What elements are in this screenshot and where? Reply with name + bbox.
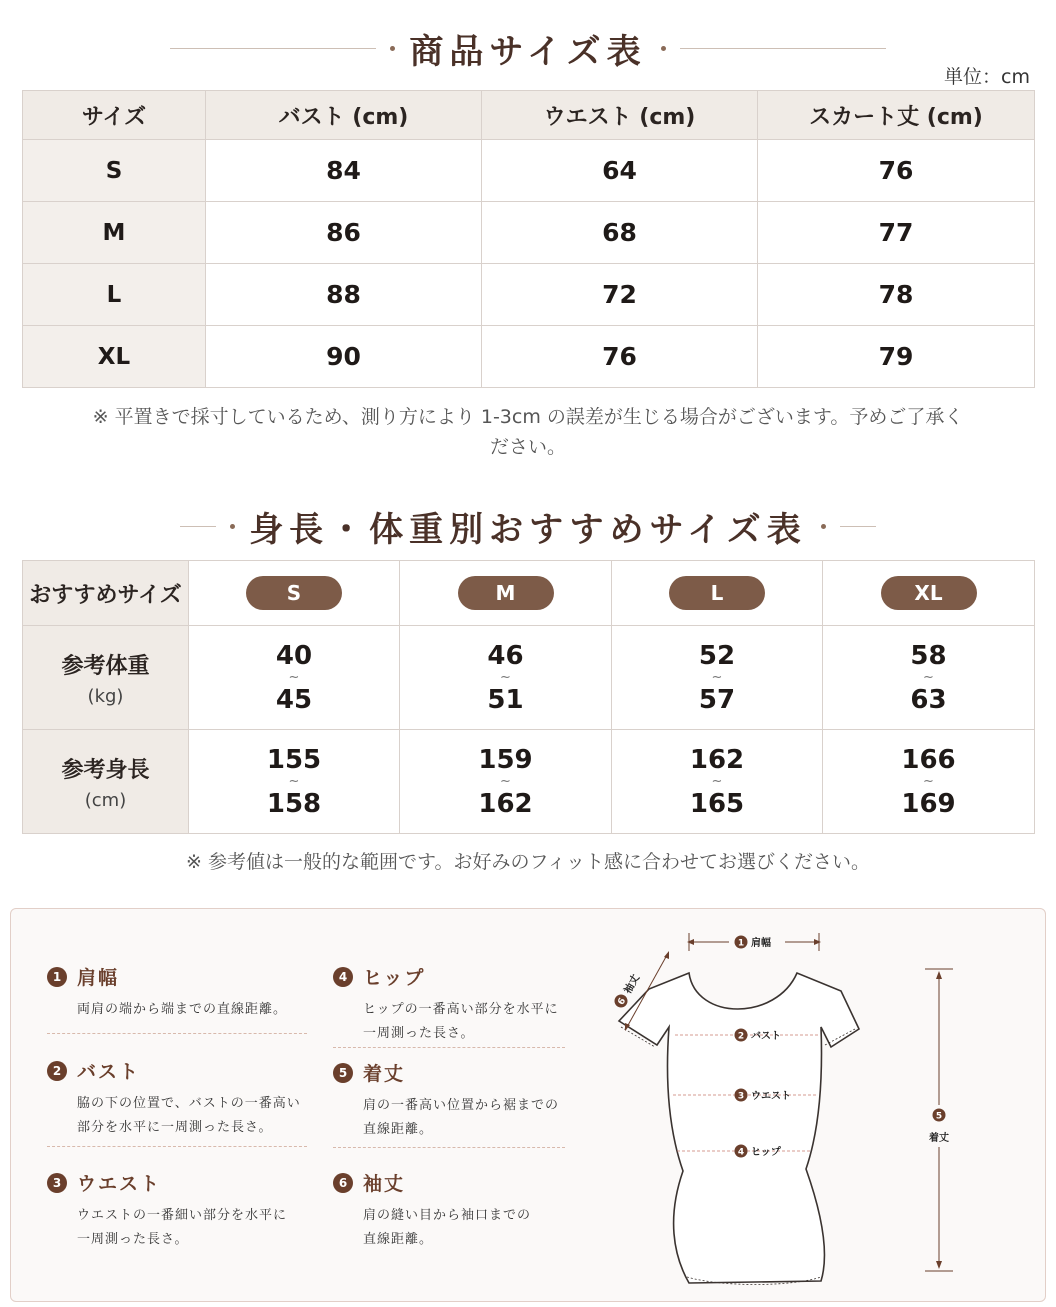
skirt-length-cell: 77	[758, 202, 1035, 264]
dress-measurement-figure	[601, 921, 981, 1293]
guide-title: バスト	[77, 1061, 141, 1083]
guide-desc-line: 脇の下の位置で、バストの一番高い	[77, 1096, 301, 1111]
range-max: 45	[275, 684, 313, 715]
guide-desc	[77, 998, 307, 1022]
size-cell: L	[23, 264, 206, 326]
size-chart-note-line1: ※ 平置きで採寸しているため、測り方により 1-3cm の誤差が生じる場合がございます。予めご了承く	[92, 406, 964, 428]
recommend-size-label	[23, 561, 189, 626]
guide-title: 袖丈	[363, 1173, 406, 1195]
table-row	[23, 140, 1035, 202]
guide-item-length	[333, 1059, 593, 1142]
range-sep: ~	[288, 669, 300, 685]
size-chart-note	[40, 402, 1016, 462]
range-min: 46	[487, 640, 524, 671]
size-chart-title: 商品サイズ表	[409, 32, 647, 72]
size-cell: M	[23, 202, 206, 264]
bust-cell: 84	[206, 140, 482, 202]
guide-desc-line: 両肩の端から端までの直線距離。	[77, 1002, 288, 1017]
guide-desc-line: 直線距離。	[363, 1122, 434, 1137]
skirt-length-cell: 76	[758, 140, 1035, 202]
guide-desc	[363, 1204, 593, 1252]
guide-title: 肩幅	[77, 967, 120, 989]
range-min: 166	[901, 744, 956, 775]
figure-label-shoulder: 肩幅	[751, 938, 771, 949]
heading-dot-right	[821, 524, 826, 529]
guide-desc-line: 一周測った長さ。	[77, 1232, 189, 1247]
dress-outline	[619, 973, 859, 1283]
range-sep: ~	[288, 773, 300, 789]
heading-line-left	[170, 48, 376, 49]
figure-badge: 5	[935, 1111, 943, 1122]
range-max: 165	[689, 788, 745, 819]
number-badge: 5	[333, 1063, 353, 1083]
table-row	[23, 264, 1035, 326]
recommend-chart-note: ※ 参考値は一般的な範囲です。お好みのフィット感に合わせてお選びください。	[186, 851, 870, 873]
size-table	[22, 90, 1035, 388]
guide-title: ウエスト	[77, 1173, 162, 1195]
recommend-size-label-text: おすすめサイズ	[29, 582, 182, 608]
height-range-cell	[400, 730, 612, 834]
recommend-chart-heading	[0, 502, 1056, 551]
range-min: 162	[689, 744, 745, 775]
guide-desc	[363, 998, 593, 1046]
guide-desc-line: 部分を水平に一周測った長さ。	[77, 1120, 273, 1135]
guide-divider	[333, 1147, 565, 1148]
heading-dot-right	[661, 46, 666, 51]
header-size: サイズ	[23, 91, 206, 140]
size-pill: M	[458, 576, 554, 610]
weight-range-cell	[823, 626, 1035, 730]
range-max: 169	[901, 788, 956, 819]
guide-divider	[47, 1146, 307, 1147]
size-table-header	[23, 91, 1035, 140]
number-badge: 2	[47, 1061, 67, 1081]
guide-item-bust	[47, 1057, 307, 1140]
bust-cell: 86	[206, 202, 482, 264]
height-unit: (cm)	[84, 789, 127, 811]
heading-dot-left	[390, 46, 395, 51]
size-cell: XL	[23, 326, 206, 388]
number-badge: 4	[333, 967, 353, 987]
measurement-guide-panel	[10, 908, 1046, 1302]
figure-label-waist: ウエスト	[751, 1091, 791, 1102]
weight-label: 参考体重	[61, 653, 150, 679]
range-max: 162	[478, 788, 533, 819]
height-range-cell	[189, 730, 400, 834]
waist-cell: 68	[482, 202, 758, 264]
guide-desc	[77, 1092, 307, 1140]
guide-item-waist	[47, 1169, 307, 1252]
guide-desc-line: 肩の縫い目から袖口までの	[363, 1208, 532, 1223]
table-row	[23, 202, 1035, 264]
guide-item-sleeve	[333, 1169, 593, 1252]
recommend-table	[22, 560, 1035, 834]
guide-desc-line: 肩の一番高い位置から裾までの	[363, 1098, 560, 1113]
guide-desc	[77, 1204, 307, 1252]
bust-cell: 88	[206, 264, 482, 326]
guide-title: 着丈	[363, 1063, 406, 1085]
guide-desc-line: ウエストの一番細い部分を水平に	[77, 1208, 288, 1223]
figure-label-length: 着丈	[929, 1133, 949, 1144]
figure-label-hip: ヒップ	[751, 1147, 781, 1158]
range-sep: ~	[711, 773, 723, 789]
skirt-length-cell: 78	[758, 264, 1035, 326]
skirt-length-cell: 79	[758, 326, 1035, 388]
height-label: 参考身長	[61, 757, 150, 783]
figure-label-bust: バスト	[751, 1031, 781, 1042]
figure-badge: 6	[616, 996, 629, 1007]
recommend-chart-title: 身長・体重別おすすめサイズ表	[249, 510, 807, 550]
heading-line-left	[180, 526, 216, 527]
range-max: 158	[266, 788, 322, 819]
weight-label-cell	[23, 626, 189, 730]
figure-badge: 1	[737, 938, 745, 949]
size-pill: S	[246, 576, 342, 610]
guide-title: ヒップ	[363, 967, 426, 989]
bust-cell: 90	[206, 326, 482, 388]
heading-line-right	[840, 526, 876, 527]
size-cell: S	[23, 140, 206, 202]
weight-row	[23, 626, 1035, 730]
size-pill-cell	[612, 561, 823, 626]
weight-range-cell	[189, 626, 400, 730]
weight-range-cell	[612, 626, 823, 730]
waist-cell: 72	[482, 264, 758, 326]
size-chart-note-line2: ださい。	[489, 436, 566, 458]
guide-item-shoulder	[47, 963, 307, 1022]
header-skirt-length: スカート丈 (cm)	[758, 91, 1035, 140]
size-pill-cell	[823, 561, 1035, 626]
number-badge: 3	[47, 1173, 67, 1193]
height-label-cell	[23, 730, 189, 834]
guide-item-hip	[333, 963, 593, 1046]
figure-label-sleeve: 袖丈	[622, 973, 643, 996]
table-row	[23, 326, 1035, 388]
number-badge: 6	[333, 1173, 353, 1193]
figure-badge: 3	[737, 1091, 745, 1102]
range-min: 155	[266, 744, 322, 775]
weight-range-cell	[400, 626, 612, 730]
guide-divider	[47, 1033, 307, 1034]
waist-cell: 64	[482, 140, 758, 202]
heading-line-right	[680, 48, 886, 49]
figure-badge: 2	[737, 1031, 745, 1042]
range-min: 40	[275, 640, 313, 671]
heading-dot-left	[230, 524, 235, 529]
guide-divider	[333, 1047, 565, 1048]
height-range-cell	[823, 730, 1035, 834]
guide-desc-line: 一周測った長さ。	[363, 1026, 475, 1041]
range-min: 58	[910, 640, 947, 671]
range-sep: ~	[923, 669, 934, 685]
range-max: 57	[698, 684, 736, 715]
unit-note: 単位：cm	[944, 66, 1030, 88]
size-pill-cell	[189, 561, 400, 626]
number-badge: 1	[47, 967, 67, 987]
range-min: 52	[698, 640, 736, 671]
size-chart-heading	[0, 24, 1056, 73]
guide-desc	[363, 1094, 593, 1142]
range-max: 63	[910, 684, 947, 715]
range-sep: ~	[711, 669, 723, 685]
height-row	[23, 730, 1035, 834]
figure-badge: 4	[737, 1147, 745, 1158]
height-range-cell	[612, 730, 823, 834]
guide-desc-line: ヒップの一番高い部分を水平に	[363, 1002, 559, 1017]
range-sep: ~	[923, 773, 934, 789]
range-max: 51	[487, 684, 524, 715]
guide-desc-line: 直線距離。	[363, 1232, 434, 1247]
range-sep: ~	[500, 773, 511, 789]
size-pill-cell	[400, 561, 612, 626]
recommend-size-row	[23, 561, 1035, 626]
header-bust: バスト (cm)	[206, 91, 482, 140]
range-min: 159	[478, 744, 533, 775]
size-pill: XL	[881, 576, 977, 610]
range-sep: ~	[500, 669, 511, 685]
header-waist: ウエスト (cm)	[482, 91, 758, 140]
size-pill: L	[669, 576, 765, 610]
weight-unit: (kg)	[87, 685, 124, 707]
waist-cell: 76	[482, 326, 758, 388]
